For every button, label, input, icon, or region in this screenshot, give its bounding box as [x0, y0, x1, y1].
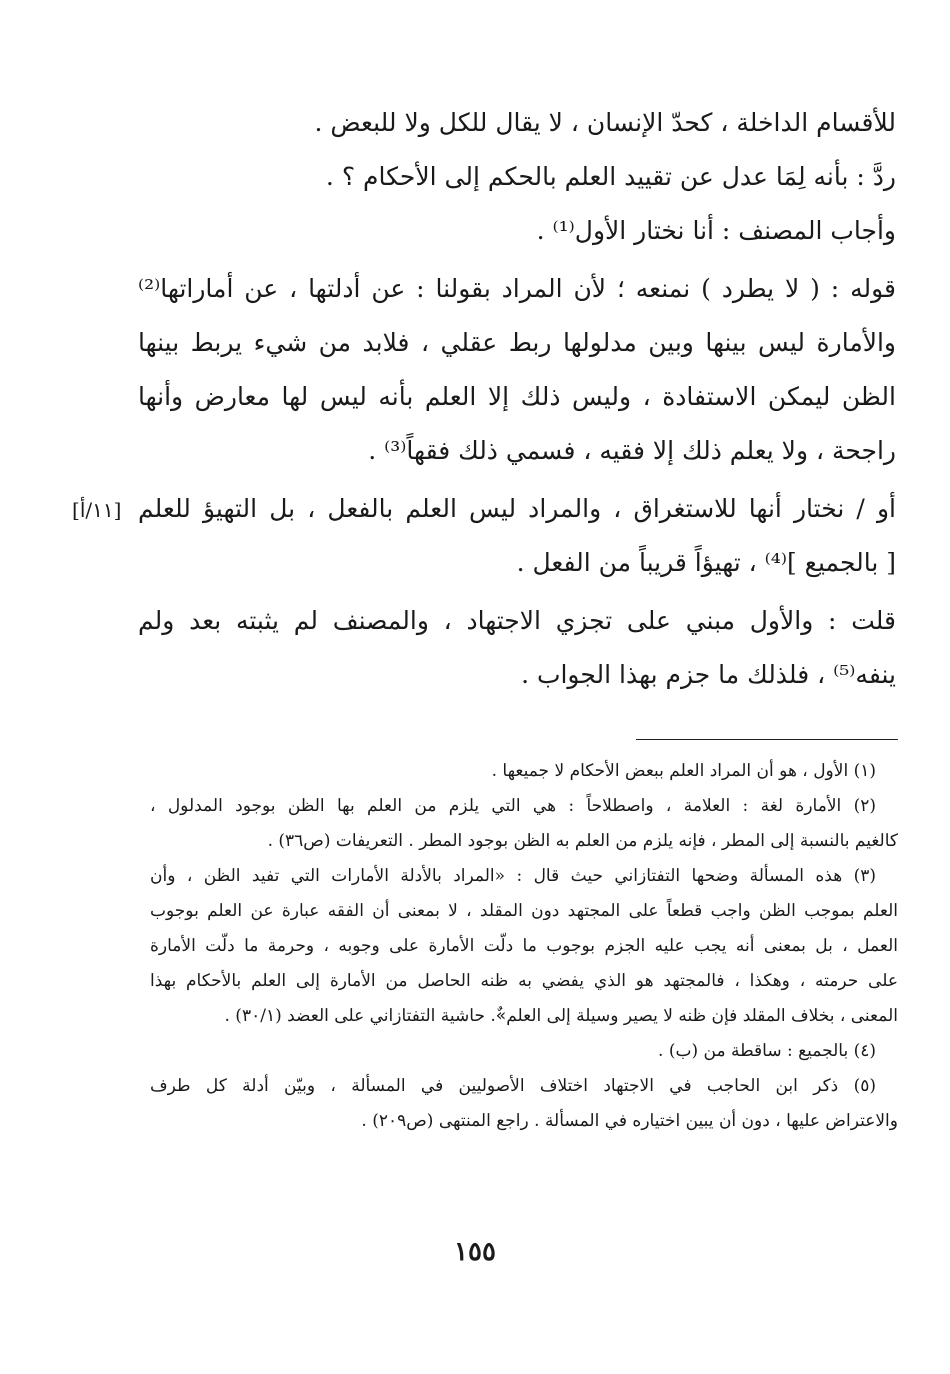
body-line: ردَّ : بأنه لِمَا عدل عن تقييد العلم بالحكم إلى الأحكام ؟ . — [325, 162, 896, 191]
footnote-line: كالغيم بالنسبة إلى المطر ، فإنه يلزم من العلم به الظن بوجود المطر . التعريفات (ص٣٦) . — [267, 831, 898, 851]
page-number: ١٥٥ — [454, 1237, 496, 1267]
footnote-line: المعنى ، بخلاف المقلد فإن ظنه لا يصير وسيلة إلى العلم»ٌ. حاشية التفتازاني على العضد (٣٠/١) . — [224, 1006, 898, 1026]
body-line: راجحة ، ولا يعلم ذلك إلا فقيه ، فسمي ذلك فقهاً⁽³⁾ . — [368, 436, 896, 465]
body-line: قلت : والأول مبني على تجزي الاجتهاد ، والمصنف لم يثبته بعد ولم — [138, 606, 896, 635]
body-line: قوله : ( لا يطرد ) نمنعه ؛ لأن المراد بقولنا : عن أدلتها ، عن أماراتها⁽²⁾ — [138, 274, 896, 303]
footnote-line: (٤) بالجميع : ساقطة من (ب) . — [658, 1041, 876, 1061]
footnote-line: على حرمته ، وهكذا ، فالمجتهد هو الذي يفضي به ظنه الحاصل من الأمارة إلى العلم بالأحكام بهذا — [150, 971, 898, 991]
manuscript-folio-marker: [١١/أ] — [72, 498, 122, 522]
footnote-line: العلم بموجب الظن واجب قطعاً على المجتهد دون المقلد ، لا بمعنى أن الفقه عبارة عن العلم بوجوب — [150, 901, 898, 921]
body-line: الظن ليمكن الاستفادة ، وليس ذلك إلا العلم بأنه ليس لها معارض وأنها — [138, 382, 896, 411]
body-line: [ بالجميع ]⁽⁴⁾ ، تهيؤاً قريباً من الفعل . — [516, 548, 896, 577]
body-line: ينفه⁽⁵⁾ ، فلذلك ما جزم بهذا الجواب . — [521, 660, 896, 689]
main-text-block — [138, 96, 896, 702]
footnote-line: العمل ، بل بمعنى أنه يجب عليه الجزم بوجوب ما دلّت الأمارة على وجوبه ، وحرمة ما دلّت الأمارة — [150, 936, 898, 956]
footnote-line: (٥) ذكر ابن الحاجب في الاجتهاد اختلاف الأصوليين في المسألة ، وبيّن أدلة كل طرف — [150, 1076, 876, 1096]
footnote-line: والاعتراض عليها ، دون أن يبين اختياره في المسألة . راجع المنتهى (ص٢٠٩) . — [361, 1111, 898, 1131]
footnotes-block — [150, 754, 898, 1139]
body-line: وأجاب المصنف : أنا نختار الأول⁽¹⁾ . — [536, 216, 896, 245]
footnote-line: (٢) الأمارة لغة : العلامة ، واصطلاحاً : هي التي يلزم من العلم بها الظن بوجود المدلول ، — [150, 796, 876, 816]
body-line: للأقسام الداخلة ، كحدّ الإنسان ، لا يقال للكل ولا للبعض . — [314, 108, 896, 137]
footnote-separator — [636, 739, 898, 740]
footnote-line: (٣) هذه المسألة وضحها التفتازاني حيث قال : «المراد بالأدلة الأمارات التي تفيد الظن ، وأن — [150, 866, 876, 886]
footnote-line: (١) الأول ، هو أن المراد العلم ببعض الأحكام لا جميعها . — [491, 761, 876, 781]
body-line: والأمارة ليس بينها وبين مدلولها ربط عقلي ، فلابد من شيء يربط بينها — [138, 328, 896, 357]
body-line: أو / نختار أنها للاستغراق ، والمراد ليس العلم بالفعل ، بل التهيؤ للعلم — [138, 494, 896, 523]
